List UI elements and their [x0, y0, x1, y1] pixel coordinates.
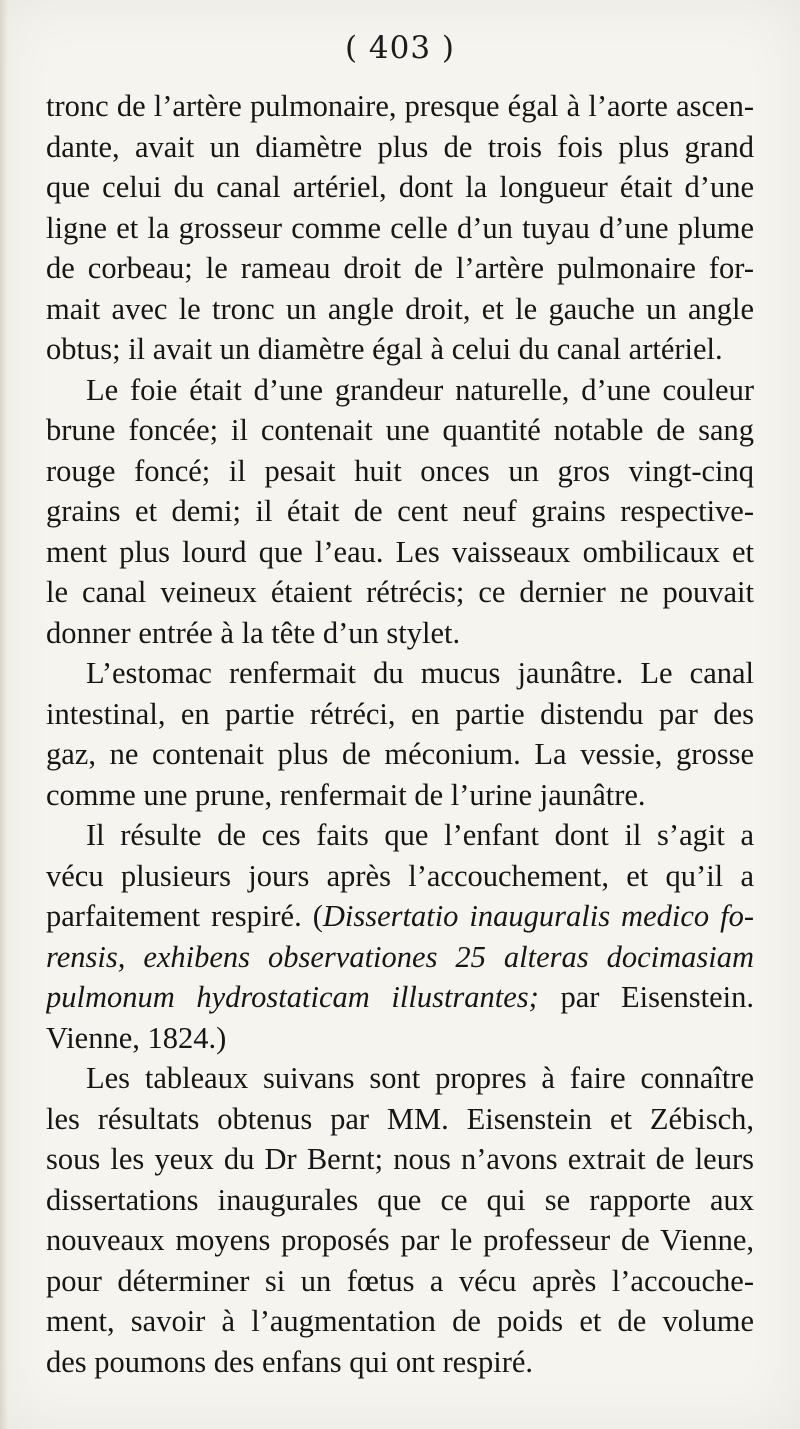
text-line: comme une prune, renfermait de l’urine jaunâtre. — [46, 777, 646, 812]
text-line: de corbeau; le rameau droit de l’artère pulmonaire for- — [46, 251, 754, 285]
text-line: L’estomac renfermait du mucus jaunâtre. Le canal — [86, 656, 754, 690]
text-line: Il résulte de ces faits que l’enfant dont il s’agit a — [86, 818, 754, 852]
text-line: Le foie était d’une grandeur naturelle, d’une couleur — [86, 372, 754, 407]
page-number: ( 403 ) — [344, 30, 456, 66]
text-line: Vienne, 1824.) — [46, 1020, 227, 1055]
text-line: mait avec le tronc un angle droit, et le gauche un angle — [46, 291, 754, 326]
text-line: pour déterminer si un fœtus a vécu après l’accouche- — [46, 1263, 754, 1298]
text-line: des poumons des enfans qui ont respiré. — [46, 1344, 534, 1379]
text-line: que celui du canal artériel, dont la longueur était d’une — [46, 170, 754, 204]
text-line: brune foncée; il contenait une quantité notable de sang — [46, 413, 754, 447]
text-fragment-italic: pulmonum hydrostaticam illustrantes; — [46, 980, 539, 1014]
text-line: grains et demi; il était de cent neuf grains respective- — [46, 494, 754, 528]
text-line: ment plus lourd que l’eau. Les vaisseaux ombilicaux et — [46, 534, 754, 569]
text-line: nouveaux moyens proposés par le professeur de Vienne, — [46, 1223, 754, 1257]
text-line: les résultats obtenus par MM. Eisenstein et Zébisch, — [46, 1101, 754, 1136]
text-line: donner entrée à la tête d’un stylet. — [46, 615, 461, 650]
text-line: Les tableaux suivans sont propres à faire connaître — [86, 1061, 754, 1095]
text-line: gaz, ne contenait plus de méconium. La vessie, grosse — [46, 737, 754, 771]
text-line — [46, 977, 754, 1018]
text-line: ment, savoir à l’augmentation de poids et de volume — [46, 1304, 754, 1338]
text-line: dante, avait un diamètre plus de trois fois plus grand — [46, 129, 754, 164]
text-line: obtus; il avait un diamètre égal à celui du canal artériel. — [46, 332, 723, 366]
text-fragment-italic: Dissertatio inauguralis medico fo- — [322, 899, 754, 933]
text-line: sous les yeux du Dr Bernt; nous n’avons extrait de leurs — [46, 1142, 754, 1176]
text-line: tronc de l’artère pulmonaire, presque égal à l’aorte ascen- — [46, 89, 754, 123]
text-line: ligne et la grosseur comme celle d’un tuyau d’une plume — [46, 210, 754, 245]
text-fragment-roman: parfaitement respiré. ( — [46, 899, 323, 933]
body-text — [46, 86, 754, 1382]
text-fragment-roman: par Eisenstein. — [538, 980, 754, 1014]
text-line: intestinal, en partie rétréci, en partie distendu par des — [46, 696, 754, 731]
text-line — [46, 896, 754, 937]
text-line: rensis, exhibens observationes 25 alteras docimasiam — [46, 939, 754, 974]
text-line: le canal veineux étaient rétrécis; ce dernier ne pouvait — [46, 575, 754, 609]
text-line: rouge foncé; il pesait huit onces un gros vingt-cinq — [46, 453, 754, 488]
text-line: dissertations inaugurales que ce qui se rapporte aux — [46, 1182, 754, 1217]
page-gutter-shadow — [0, 0, 8, 1429]
text-line: vécu plusieurs jours après l’accouchement, et qu’il a — [46, 858, 754, 893]
